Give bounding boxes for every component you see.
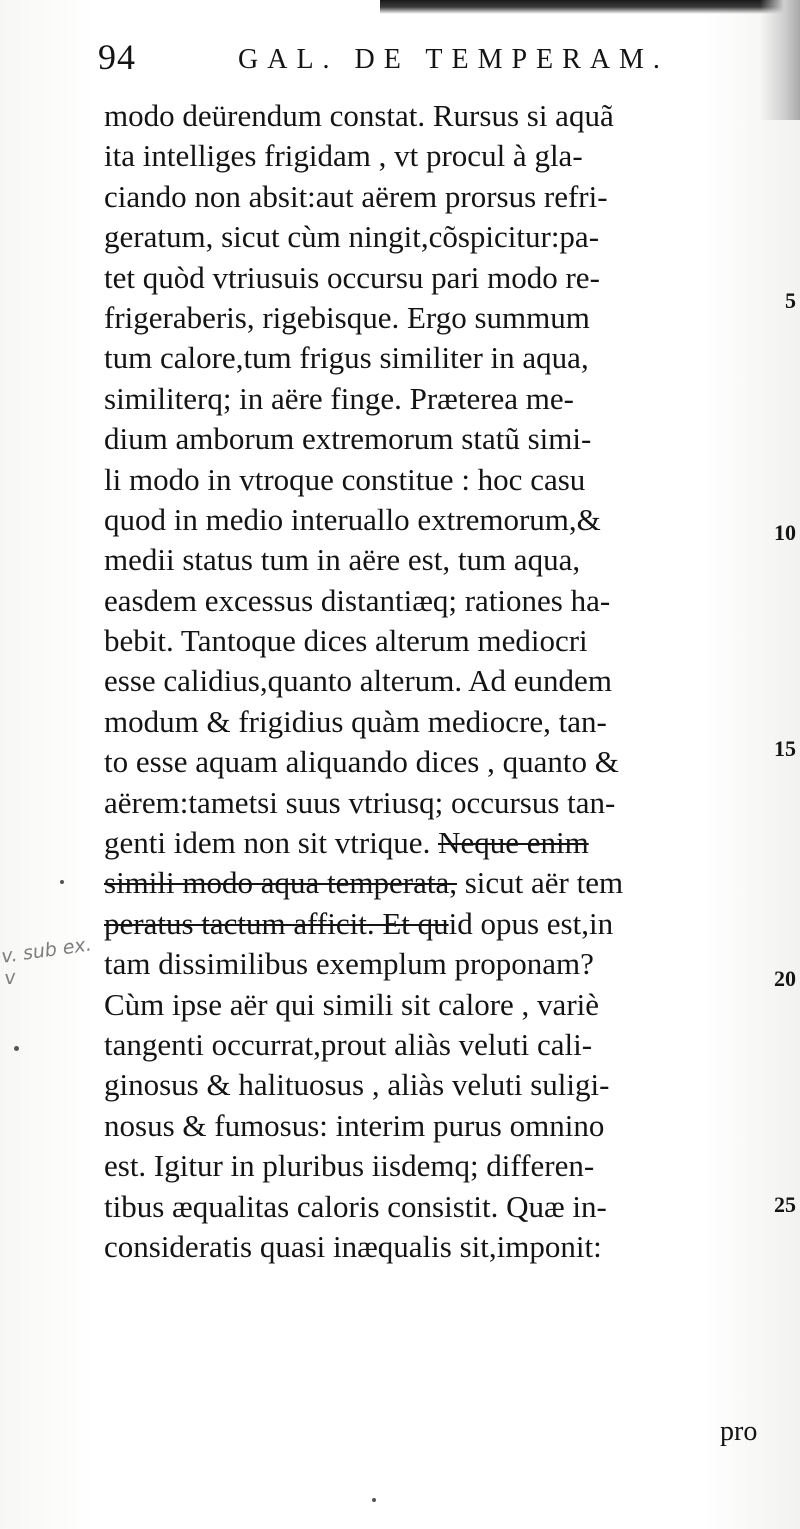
text-line: tum calore,tum frigus similiter in aqua,	[104, 340, 589, 376]
handwritten-margin-note: v. sub ex. v	[0, 933, 93, 990]
text-line: aërem:tametsi suus vtriusq; occursus tan-	[104, 784, 616, 820]
line-number-5: 5	[785, 288, 796, 313]
scan-shadow-top	[380, 0, 800, 14]
running-head: GAL. DE TEMPERAM.	[238, 44, 669, 75]
line-number-10: 10	[774, 520, 796, 545]
text-line: tet quòd vtriusuis occursu pari modo re-	[104, 259, 600, 295]
text-line: modum & frigidius quàm mediocre, tan-	[104, 703, 607, 739]
text-line: ciando non absit:aut aërem prorsus refri-	[104, 178, 608, 214]
page-header	[98, 36, 678, 86]
body-text	[104, 96, 772, 1267]
line-number-20: 20	[774, 966, 796, 991]
ink-speck	[60, 880, 64, 884]
ink-speck	[372, 1498, 376, 1502]
catchword: pro	[720, 1416, 758, 1447]
text-line: geratum, sicut cùm ningit,cõspicitur:pa-	[104, 219, 600, 255]
text-line: ita intelliges frigidam , vt procul à gla-	[104, 138, 583, 174]
text-line: peratus tactum afficit. Et quid opus est,in	[104, 905, 614, 941]
text-line: li modo in vtroque constitue : hoc casu	[104, 461, 586, 497]
text-line: tam dissimilibus exemplum proponam?	[104, 946, 594, 982]
text-line: bebit. Tantoque dices alterum mediocri	[104, 623, 588, 659]
text-line: quod in medio interuallo extremorum,&	[104, 501, 601, 537]
text-line: medii status tum in aëre est, tum aqua,	[104, 542, 581, 578]
text-line: ginosus & halituosus , aliàs veluti suligi-	[104, 1067, 610, 1103]
ink-speck	[14, 1046, 19, 1051]
text-line: similiterq; in aëre finge. Præterea me-	[104, 380, 574, 416]
line-number-25: 25	[774, 1192, 796, 1217]
text-line: to esse aquam aliquando dices , quanto &	[104, 744, 619, 780]
line-number-15: 15	[774, 736, 796, 761]
text-line: frigeraberis, rigebisque. Ergo summum	[104, 299, 590, 335]
text-line: nosus & fumosus: interim purus omnino	[104, 1107, 605, 1143]
text-line: genti idem non sit vtrique. Neque enim	[104, 825, 589, 861]
text-line: consideratis quasi inæqualis sit,imponit:	[104, 1228, 602, 1264]
text-line: easdem excessus distantiæq; rationes ha-	[104, 582, 611, 618]
text-line: tangenti occurrat,prout aliàs veluti cali-	[104, 1026, 593, 1062]
text-line: modo deürendum constat. Rursus si aquã	[104, 98, 614, 133]
text-line: dium amborum extremorum statũ simi-	[104, 421, 592, 457]
text-line: esse calidius,quanto alterum. Ad eundem	[104, 663, 612, 699]
text-line: simili modo aqua temperata, sicut aër tem	[104, 865, 624, 901]
text-line: tibus æqualitas caloris consistit. Quæ in-	[104, 1188, 607, 1224]
text-line: Cùm ipse aër qui simili sit calore , variè	[104, 986, 600, 1022]
page-number: 94	[98, 37, 136, 77]
text-line: est. Igitur in pluribus iisdemq; differen-	[104, 1148, 595, 1184]
